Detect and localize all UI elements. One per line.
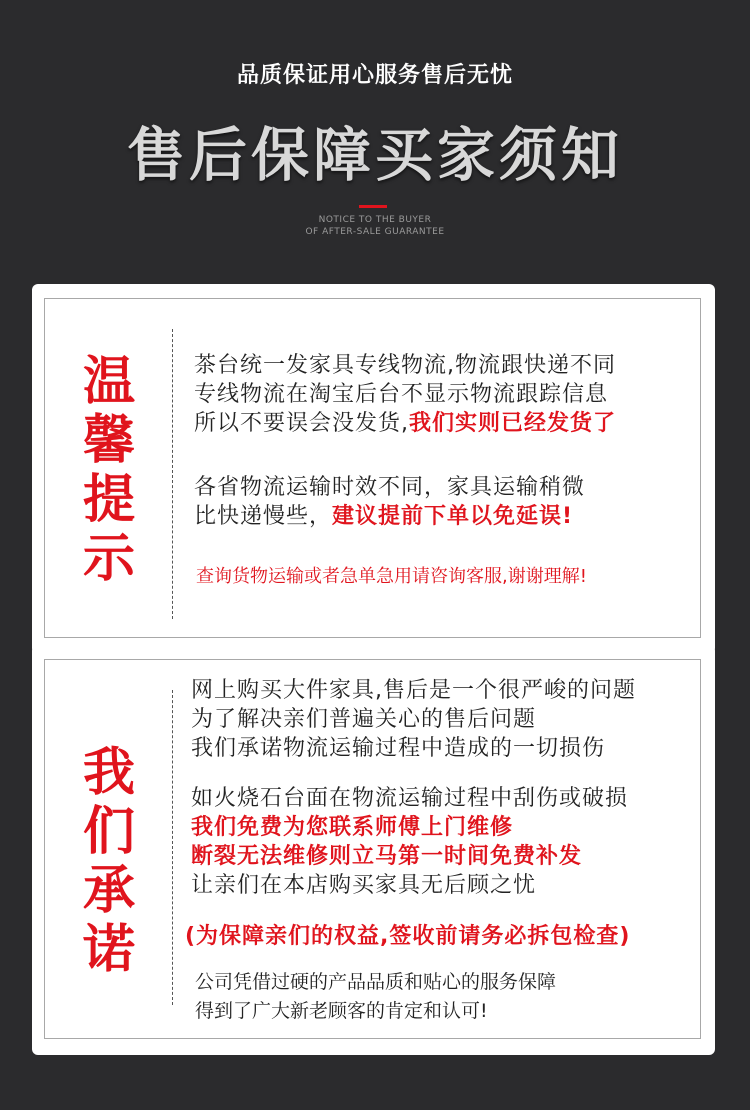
promise-highlight: 我们免费为您联系师傅上门维修 [191,815,514,840]
heading-char: 诺 [82,920,135,980]
heading-char: 馨 [82,411,135,471]
heading-char: 提 [82,470,135,530]
promise-line: 公司凭借过硬的产品品质和贴心的服务保障 [195,971,557,993]
notice-line-2: OF AFTER-SALE GUARANTEE [305,227,445,237]
notice-caption [0,214,750,238]
promise-paragraph-4 [195,968,556,1026]
heading-char: 们 [82,802,135,862]
tip-line [194,409,616,438]
promise-line: 我们承诺物流运输过程中造成的一切损伤 [191,736,606,761]
promise-line: 让亲们在本店购买家具无后顾之忧 [191,873,537,898]
warm-tips-heading [79,353,139,589]
heading-char: 示 [82,529,135,589]
heading-char: 温 [82,352,135,412]
promise-line: 网上购买大件家具,售后是一个很严峻的问题 [191,678,636,703]
dashed-divider [172,329,173,619]
tip-line-text: 比快递慢些， [194,504,333,529]
promise-highlight: 断裂无法维修则立马第一时间免费补发 [191,844,583,869]
warm-tips-card [32,284,715,654]
tip-line [194,502,585,531]
tip-contact-note: 查询货物运输或者急单急用请咨询客服,谢谢理解! [196,566,587,587]
our-promise-frame [44,659,701,1039]
promise-inspection-note: (为保障亲们的权益,签收前请务必拆包检查) [185,924,631,949]
tip-paragraph-2 [194,473,585,531]
dashed-divider [172,690,173,1005]
our-promise-heading [79,744,139,980]
promise-line: 得到了广大新老顾客的肯定和认可! [195,1000,488,1022]
promise-paragraph-1 [191,676,636,763]
promise-paragraph-2 [191,784,628,900]
tip-highlight: 建议提前下单以免延误! [332,504,574,529]
title-divider [359,205,387,208]
notice-line-1: NOTICE TO THE BUYER [318,215,432,225]
promise-line: 为了解决亲们普遍关心的售后问题 [191,707,537,732]
heading-char: 我 [82,743,135,803]
heading-char: 承 [82,861,135,921]
promise-line: 如火烧石台面在物流运输过程中刮伤或破损 [191,786,629,811]
tip-line: 各省物流运输时效不同，家具运输稍微 [194,475,586,500]
page-title: 售后保障买家须知 [126,121,623,189]
tip-highlight: 我们实则已经发货了 [409,411,617,436]
warm-tips-frame [44,298,701,638]
tip-paragraph-1 [194,351,616,438]
our-promise-card [32,645,715,1055]
tip-line-text: 所以不要误会没发货, [194,411,409,436]
tip-line: 专线物流在淘宝后台不显示物流跟踪信息 [194,382,609,407]
header-subtitle: 品质保证用心服务售后无忧 [236,63,513,88]
tip-line: 茶台统一发家具专线物流,物流跟快递不同 [194,353,616,378]
